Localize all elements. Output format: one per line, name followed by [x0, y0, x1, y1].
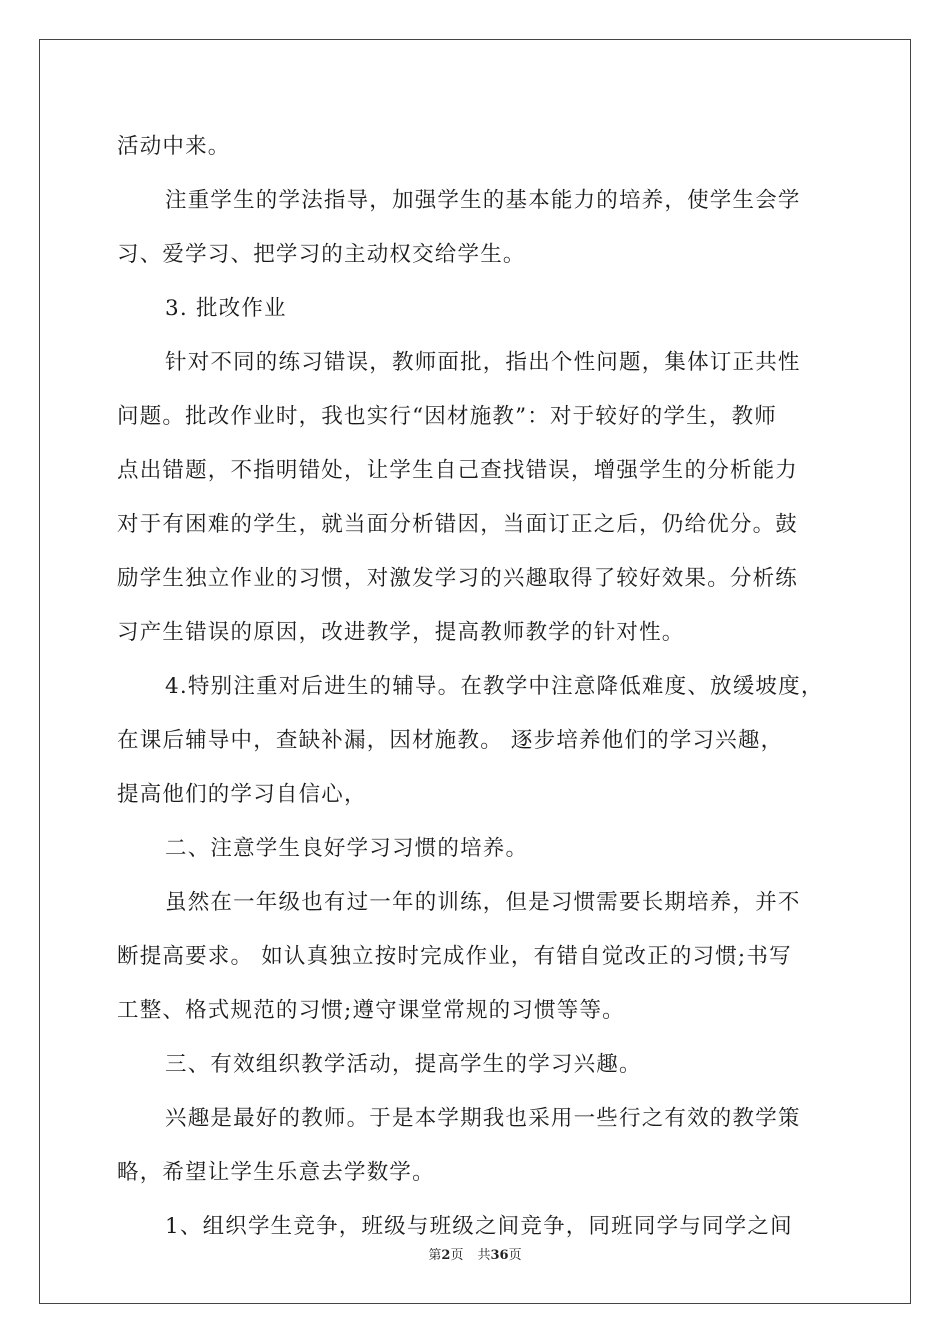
page-footer: [0, 1244, 950, 1263]
section-heading: 三、有效组织教学活动，提高学生的学习兴趣。: [165, 1052, 642, 1077]
text-line: 提高他们的学习自信心，: [117, 782, 367, 807]
text-line: 断提高要求。 如认真独立按时完成作业，有错自觉改正的习惯;书写: [117, 944, 792, 969]
text-line: 兴趣是最好的教师。于是本学期我也采用一些行之有效的教学策: [165, 1106, 801, 1131]
page-suffix: 页: [450, 1248, 464, 1263]
page-prefix: 第: [428, 1248, 442, 1263]
page-number: 2: [441, 1248, 451, 1263]
text-line: 注重学生的学法指导，加强学生的基本能力的培养，使学生会学: [165, 188, 801, 213]
total-prefix: 共: [477, 1248, 491, 1263]
total-pages: 36: [490, 1248, 509, 1263]
text-line: 针对不同的练习错误，教师面批，指出个性问题，集体订正共性: [165, 350, 801, 375]
text-line: 1、组织学生竞争，班级与班级之间竞争，同班同学与同学之间: [165, 1214, 793, 1239]
text-line: 习、爱学习、把学习的主动权交给学生。: [117, 242, 526, 267]
text-line: 励学生独立作业的习惯，对激发学习的兴趣取得了较好效果。分析练: [117, 566, 799, 591]
text-line: 问题。批改作业时，我也实行“因材施教”：对于较好的学生，教师: [117, 404, 777, 429]
section-heading: 二、注意学生良好学习习惯的培养。: [165, 836, 529, 861]
document-body: [117, 127, 833, 1261]
section-heading: 3. 批改作业: [165, 296, 287, 321]
text-line: 点出错题，不指明错处，让学生自己查找错误，增强学生的分析能力: [117, 458, 799, 483]
text-line: 对于有困难的学生，就当面分析错因，当面订正之后，仍给优分。鼓: [117, 512, 799, 537]
text-line: 在课后辅导中，查缺补漏，因材施教。 逐步培养他们的学习兴趣，: [117, 728, 784, 753]
text-line: 略，希望让学生乐意去学数学。: [117, 1160, 435, 1185]
text-line: 工整、格式规范的习惯;遵守课堂常规的习惯等等。: [117, 998, 625, 1023]
text-line: 习产生错误的原因，改进教学，提高教师教学的针对性。: [117, 620, 685, 645]
total-suffix: 页: [508, 1248, 522, 1263]
text-line: 虽然在一年级也有过一年的训练，但是习惯需要长期培养，并不: [165, 890, 801, 915]
text-line: 4.特别注重对后进生的辅导。在教学中注意降低难度、放缓坡度，: [165, 674, 824, 699]
text-line: 活动中来。: [117, 134, 231, 159]
